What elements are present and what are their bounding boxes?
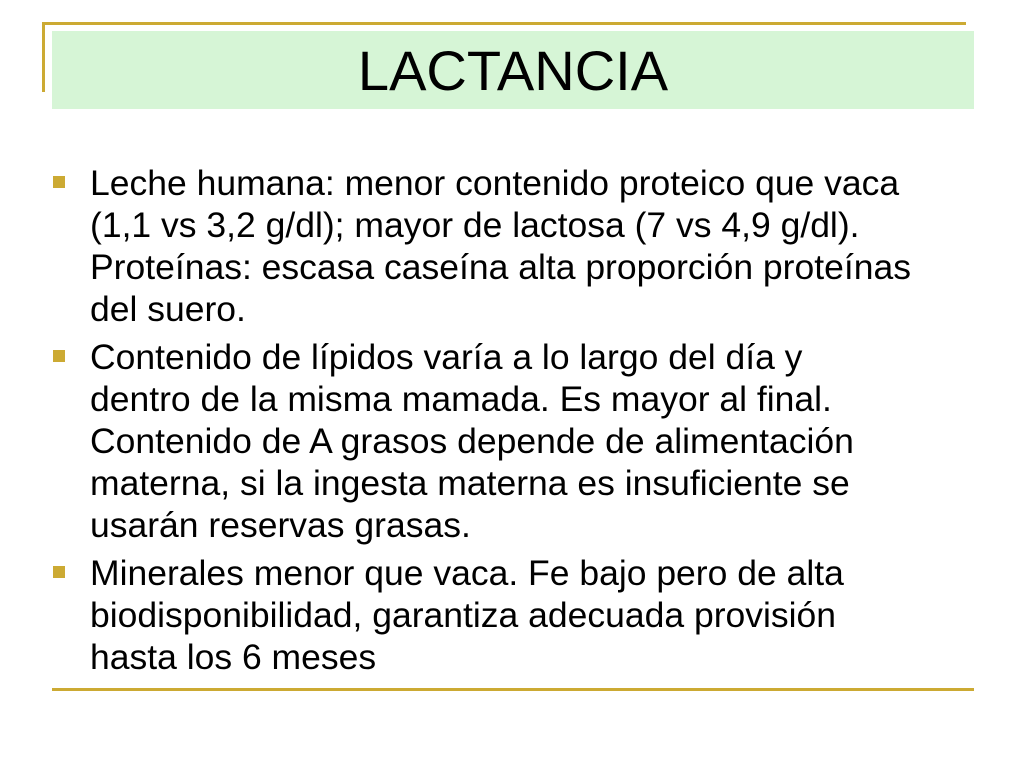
bullet-line: usarán reservas grasas. xyxy=(90,505,471,545)
bullet-text xyxy=(90,336,1024,546)
bullet-line: dentro de la misma mamada. Es mayor al final. xyxy=(90,379,832,419)
title-frame-top-line xyxy=(42,22,966,25)
bullet-line: del suero. xyxy=(90,289,246,329)
bullet-list xyxy=(0,162,1024,684)
bullet-line: Leche humana: menor contenido proteico que vaca xyxy=(90,163,900,203)
bullet-line: (1,1 vs 3,2 g/dl); mayor de lactosa (7 vs 4,9 g/dl). xyxy=(90,205,860,245)
bullet-line: hasta los 6 meses xyxy=(90,637,377,677)
bullet-item xyxy=(0,552,1024,678)
bullet-item xyxy=(0,336,1024,546)
bullet-item xyxy=(0,162,1024,330)
bullet-line: Contenido de lípidos varía a lo largo del día y xyxy=(90,337,803,377)
bottom-divider xyxy=(52,688,974,691)
square-bullet-icon xyxy=(53,566,65,578)
square-bullet-icon xyxy=(53,176,65,188)
bullet-line: Minerales menor que vaca. Fe bajo pero de alta xyxy=(90,553,844,593)
title-frame-left-line xyxy=(42,22,45,92)
bullet-line: Contenido de A grasos depende de alimentación xyxy=(90,421,854,461)
slide-title: LACTANCIA xyxy=(357,39,669,102)
bullet-line: materna, si la ingesta materna es insuficiente se xyxy=(90,463,850,503)
bullet-text xyxy=(90,162,1024,330)
bullet-line: Proteínas: escasa caseína alta proporción proteínas xyxy=(90,247,911,287)
bullet-text xyxy=(90,552,1024,678)
bullet-line: biodisponibilidad, garantiza adecuada provisión xyxy=(90,595,837,635)
square-bullet-icon xyxy=(53,350,65,362)
